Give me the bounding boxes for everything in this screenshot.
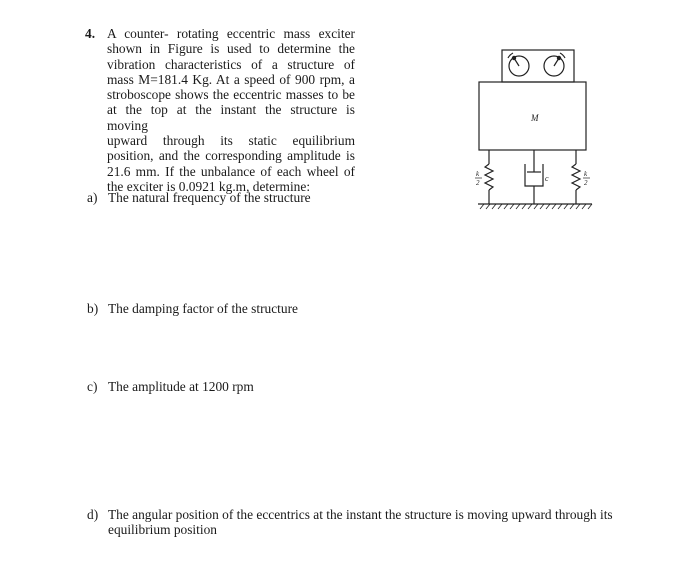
statement-line: the exciter is 0.0921 kg.m, determine:: [107, 178, 311, 194]
statement-line: shown in Figure is used to determine the: [107, 41, 355, 57]
question-text: The natural frequency of the structure: [108, 190, 311, 205]
spring-label-den: 2: [476, 179, 480, 187]
statement-line: mass M=181.4 Kg. At a speed of 900 rpm, a: [107, 71, 355, 87]
damper: [525, 150, 543, 204]
question-label: b): [87, 301, 99, 316]
statement-line: position, and the corresponding amplitude is: [107, 148, 355, 164]
statement-line: A counter- rotating eccentric mass exciter: [107, 26, 355, 41]
damper-label: c: [545, 174, 549, 183]
spring-left: [485, 150, 493, 204]
question-text: The amplitude at 1200 rpm: [108, 379, 254, 394]
ground-hatching: [480, 204, 592, 209]
statement-line: stroboscope shows the eccentric masses to be: [107, 87, 355, 103]
spring-right-label: [583, 170, 590, 187]
spring-left-label: [475, 170, 482, 187]
statement-line: upward through its static equilibrium: [107, 133, 355, 149]
spring-label-den: 2: [584, 179, 588, 187]
spring-right: [572, 150, 580, 204]
statement-line: at the top at the instant the structure is moving: [107, 102, 355, 133]
question-text: The damping factor of the structure: [108, 301, 298, 316]
question-text: The angular position of the eccentrics at the instant the structure is moving upward through its equilibrium position: [108, 507, 613, 538]
statement-line: vibration characteristics of a structure of: [107, 56, 355, 72]
problem-number: 4.: [85, 26, 96, 41]
spring-label-k: k: [476, 170, 480, 178]
mass-label: M: [531, 113, 539, 123]
question-label: c): [87, 379, 98, 394]
spring-label-k: k: [584, 170, 588, 178]
question-label: a): [87, 190, 98, 205]
question-label: d): [87, 507, 99, 522]
statement-line: 21.6 mm. If the unbalance of each wheel of: [107, 163, 355, 179]
